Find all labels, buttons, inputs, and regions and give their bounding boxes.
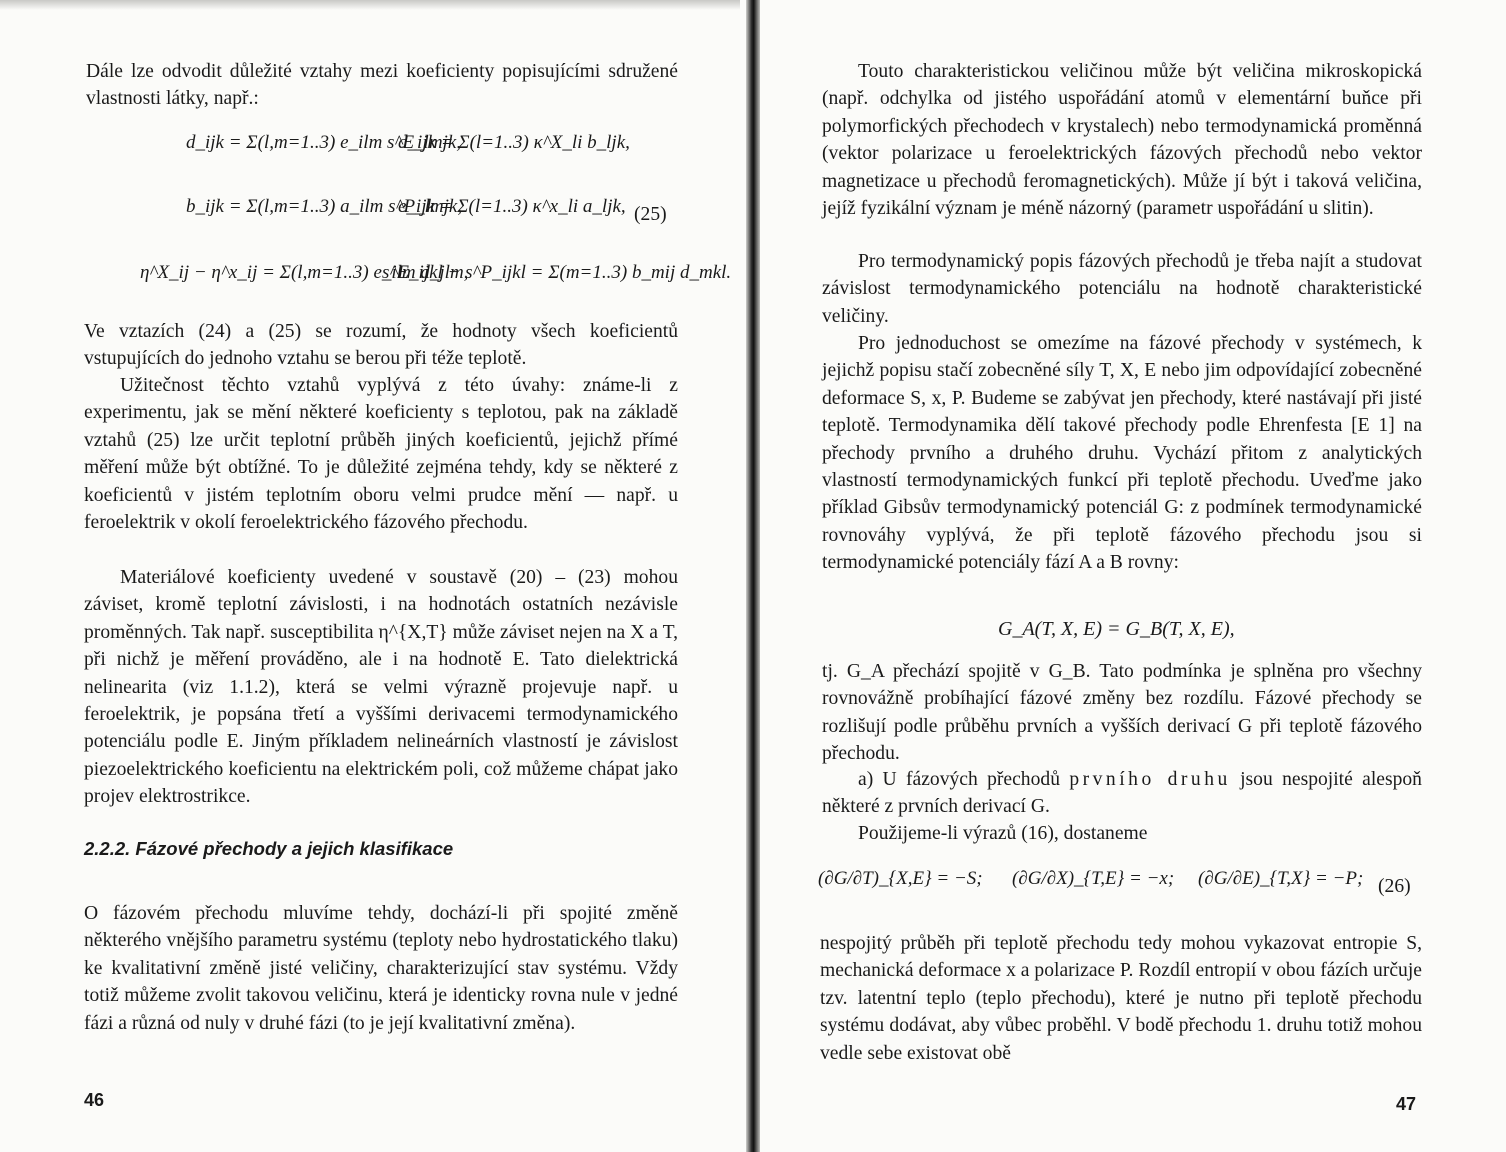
paragraph-continuity-condition: tj. G_A přechází spojitě v G_B. Tato podmínka je splněna pro všechny rovnovážně probíhající fázové změny bez rozdílu. Fázové přechody se rozlišují podle průběhu prvních a vyšších derivací G při teplotě fázového přechodu.: [822, 661, 1422, 765]
equation-25-row1-left: d_ijk = Σ(l,m=1..3) e_ilm s^E_lmjk,: [186, 132, 462, 153]
first-order-suffix: jsou nespojité alespoň některé z prvních derivací G.: [822, 769, 1422, 818]
equation-25-row3-right: s^E_ijkl − s^P_ijkl = Σ(m=1..3) b_mij d_mkl.: [382, 262, 732, 283]
paragraph-phase-transition: O fázovém přechodu mluvíme tehdy, dochází-li při spojité změně některého vnějšího parametru systému (teploty nebo hydrostatického tlaku) ke kvalitativní změně jisté veličiny, charakterizující stav systému. Vždy totiž můžeme zvolit takovou veličinu, která je identicky rovna nule v jedné fázi a různá od nuly v druhé fázi (to je její kvalitativní změna).: [84, 903, 678, 1034]
equation-26-entropy: (∂G/∂T)_{X,E} = −S;: [818, 868, 983, 889]
paragraph-thermodynamic-description: Pro termodynamický popis fázových přechodů je třeba najít a studovat závislost termodynamického potenciálu na hodnotě charakteristické veličiny.: [822, 251, 1422, 327]
paragraph-coefficients-temperature: Ve vztazích (24) a (25) se rozumí, že hodnoty všech koeficientů vstupujících do jednoho vztahu se berou při téže teplotě.: [84, 321, 678, 370]
equation-25-row3-left: η^X_ij − η^x_ij = Σ(l,m=1..3) e_ilm d_jlm,: [140, 262, 469, 283]
paragraph-usefulness: Užitečnost těchto vztahů vyplývá z této úvahy: známe-li z experimentu, jak se mění některé koeficienty s teplotou, pak na základě vztahů (25) lze určit teplotní průběh jiných koeficientů, jejichž přímé měření může být obtížné. To je důležité zejména tehdy, kdy se některé z koeficientů v jistém teplotním oboru velmi prudce mění — např. u feroelektrik v okolí feroelektrického fázového přechodu.: [84, 375, 678, 534]
right-page: [760, 0, 1506, 1152]
intro-paragraph: Dále lze odvodit důležité vztahy mezi koeficienty popisujícími sdružené vlastnosti látky, např.:: [86, 61, 678, 110]
equation-number-26: (26): [1378, 876, 1411, 897]
equation-gibbs-equality: G_A(T, X, E) = G_B(T, X, E),: [998, 618, 1235, 640]
section-heading: 2.2.2. Fázové přechody a jejich klasifikace: [84, 838, 454, 859]
page-top-shadow: [0, 0, 740, 10]
page-number-right: 47: [1396, 1094, 1417, 1114]
paragraph-material-coefficients: Materiálové koeficienty uvedené v soustavě (20) – (23) mohou záviset, kromě teplotní závislosti, i na hodnotách ostatních nezávisle proměnných. Tak např. susceptibilita η^{X,T} může záviset nejen na X a T, při nichž je měření prováděno, ale i na hodnotě E. Tato dielektrická nelinearita (viz 1.1.2), která se velmi výrazně projevuje např. u feroelektrik, je popsána třetí a vyššími derivacemi termodynamického potenciálu podle E. Jiným příkladem nelineárních vlastností je závislost piezoelektrického koeficientu na elektrickém poli, což můžeme chápat jako projev elektrostrikce.: [84, 567, 678, 808]
equation-25-row2-left: b_ijk = Σ(l,m=1..3) a_ilm s^P_lmjk,: [186, 196, 463, 217]
paragraph-first-order: [822, 766, 1422, 821]
equation-26-deformation: (∂G/∂X)_{T,E} = −x;: [1012, 868, 1175, 889]
first-order-prefix: a) U fázových přechodů: [858, 769, 1060, 790]
page-number-left: 46: [84, 1090, 105, 1110]
paragraph-using-expressions: Použijeme-li výrazů (16), dostaneme: [858, 823, 1148, 844]
paragraph-ehrenfest-classification: Pro jednoduchost se omezíme na fázové přechody v systémech, k jejichž popisu stačí zobecněné síly T, X, E nebo jim odpovídající zobecněné deformace S, x, P. Budeme se zabývat jen přechody, které nastávají při jisté teplotě. Termodynamika dělí takové přechody podle Ehrenfesta [E 1] na přechody prvního a druhého druhu. Vychází přitom z analytických vlastností termodynamických funkcí při teplotě přechodu. Uveďme jako příklad Gibsův termodynamický potenciál G: z podmínek termodynamické rovnováhy vyplývá, že při teplotě fázového přechodu jsou si termodynamické potenciály fází A a B rovny:: [822, 333, 1422, 574]
equation-number-25: (25): [634, 204, 667, 225]
paragraph-characteristic-quantity: Touto charakteristickou veličinou může být veličina mikroskopická (např. odchylka od jistého uspořádání atomů v elementární buňce při polymorfických přechodech v krystalech) nebo termodynamická proměnná (vektor polarizace u feroelektrických fázových přechodů nebo vektor magnetizace u přechodů feromagnetických). Může jí být i taková veličina, jejíž fyzikální význam je méně názorný (parametr uspořádání u slitin).: [822, 61, 1422, 220]
book-gutter: [746, 0, 760, 1152]
paragraph-latent-heat: nespojitý průběh při teplotě přechodu tedy mohou vykazovat entropie S, mechanická deformace x a polarizace P. Rozdíl entropií v obou fázích určuje tzv. latentní teplo (teplo přechodu), které je nutno při teplotě přechodu systému dodávat, aby vůbec proběhl. V bodě přechodu 1. druhu totiž mohou vedle sebe existovat obě: [820, 933, 1422, 1064]
first-order-emphasis: prvního druhu: [1069, 769, 1231, 790]
equation-25-row1-right: d_ijk = Σ(l=1..3) κ^X_li b_ljk,: [398, 132, 630, 153]
equation-26-polarization: (∂G/∂E)_{T,X} = −P;: [1198, 868, 1364, 889]
equation-25-row2-right: e_ijk = Σ(l=1..3) κ^x_li a_ljk,: [398, 196, 626, 217]
left-page: [0, 0, 748, 1152]
